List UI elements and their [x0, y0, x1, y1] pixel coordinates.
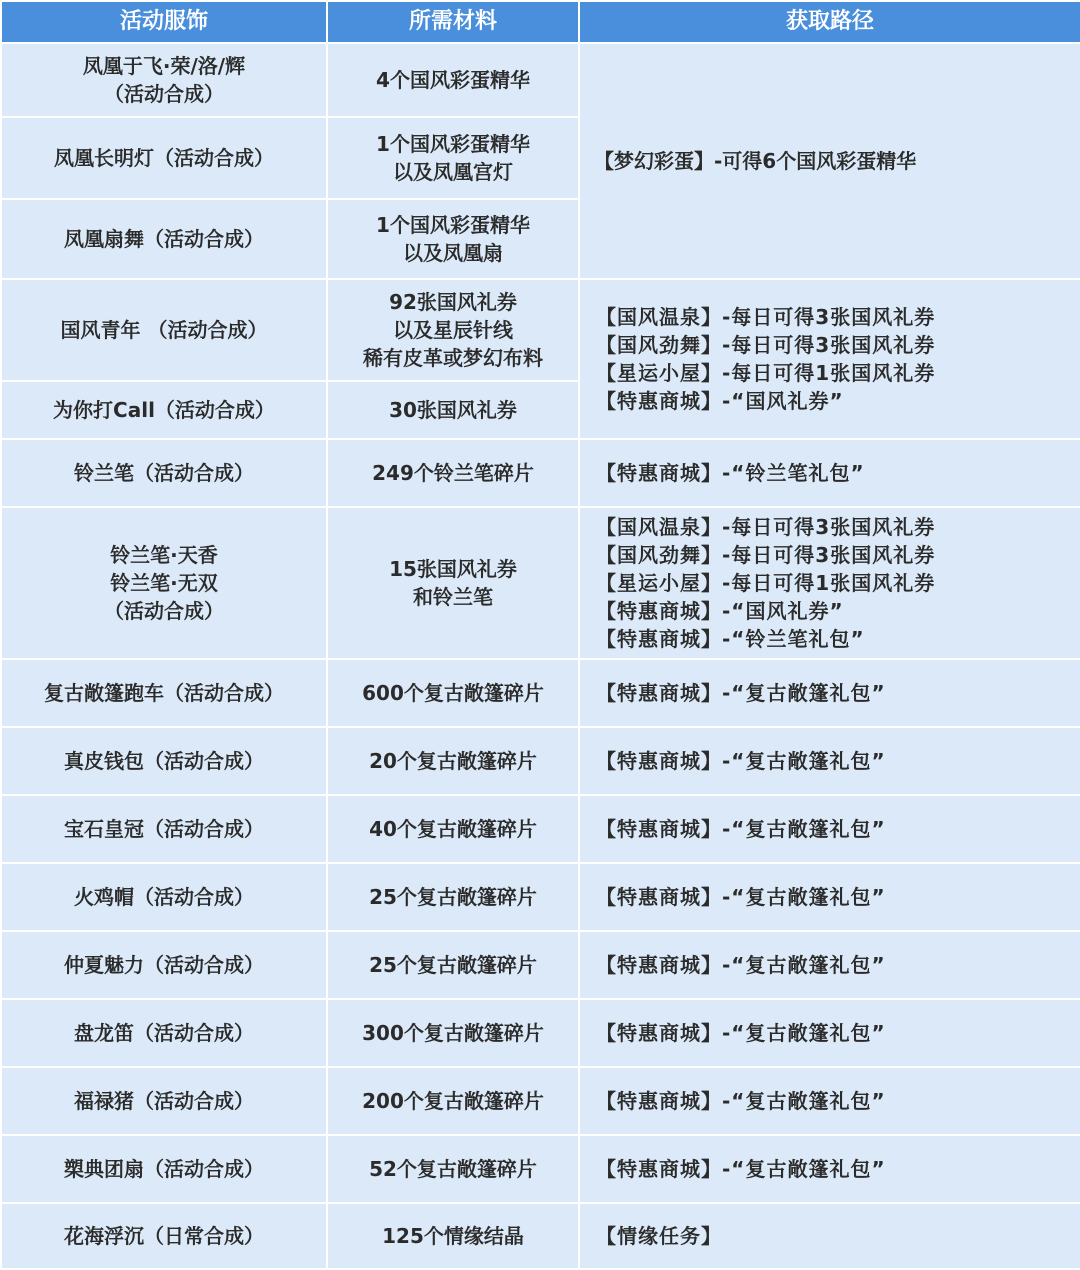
item-text: 为你打Call（活动合成）: [53, 398, 275, 422]
material-cell: [327, 279, 579, 381]
item-text: 福禄猪（活动合成）: [74, 1089, 254, 1113]
item-text: （活动合成）: [104, 599, 224, 623]
item-cell: [1, 795, 327, 863]
table-row: [1, 863, 1080, 931]
path-text: 【特惠商城】-“国风礼券”: [596, 389, 844, 413]
material-text: 125个情缘结晶: [382, 1224, 524, 1248]
path-cell: [579, 727, 1080, 795]
path-text: 【梦幻彩蛋】-可得6个国风彩蛋精华: [594, 149, 917, 173]
material-text: 52个复古敞篷碎片: [369, 1157, 537, 1181]
material-cell: [327, 795, 579, 863]
table-row: [1, 1067, 1080, 1135]
path-cell: [579, 795, 1080, 863]
path-text: 【国风温泉】-每日可得3张国风礼券: [596, 515, 936, 539]
material-text: 1个国风彩蛋精华: [376, 213, 530, 237]
path-cell: [579, 1067, 1080, 1135]
item-cell: [1, 279, 327, 381]
material-text: 600个复古敞篷碎片: [362, 681, 544, 705]
material-text: 249个铃兰笔碎片: [372, 461, 534, 485]
material-cell: [327, 727, 579, 795]
path-cell: [579, 659, 1080, 727]
header-cell-path: 获取路径: [579, 1, 1080, 43]
material-text: 25个复古敞篷碎片: [369, 953, 537, 977]
item-cell: [1, 863, 327, 931]
material-text: 和铃兰笔: [413, 585, 493, 609]
material-cell: [327, 199, 579, 279]
item-cell: [1, 43, 327, 117]
table-row: [1, 1135, 1080, 1203]
material-text: 40个复古敞篷碎片: [369, 817, 537, 841]
path-text: 【特惠商城】-“复古敞篷礼包”: [596, 1157, 886, 1181]
item-cell: [1, 999, 327, 1067]
path-text: 【星运小屋】-每日可得1张国风礼券: [596, 571, 936, 595]
table-row: [1, 931, 1080, 999]
table-row: [1, 279, 1080, 381]
path-cell-merged: [579, 43, 1080, 279]
material-text: 以及凤凰宫灯: [393, 160, 513, 184]
path-cell: [579, 1135, 1080, 1203]
item-text: 凤凰扇舞（活动合成）: [64, 227, 264, 251]
item-cell: [1, 199, 327, 279]
path-text: 【特惠商城】-“铃兰笔礼包”: [596, 461, 865, 485]
material-cell: [327, 1203, 579, 1269]
header-cell-item: 活动服饰: [1, 1, 327, 43]
material-text: 稀有皮革或梦幻布料: [363, 346, 543, 370]
material-text: 15张国风礼券: [389, 557, 517, 581]
material-cell: [327, 439, 579, 507]
material-cell: [327, 999, 579, 1067]
item-cell: [1, 727, 327, 795]
material-text: 92张国风礼券: [389, 290, 517, 314]
item-text: 盘龙笛（活动合成）: [74, 1021, 254, 1045]
path-text: 【特惠商城】-“复古敞篷礼包”: [596, 681, 886, 705]
item-text: 火鸡帽（活动合成）: [74, 885, 254, 909]
item-text: 凤凰于飞·荣/洛/辉: [82, 54, 246, 78]
path-cell: [579, 507, 1080, 659]
path-text: 【特惠商城】-“复古敞篷礼包”: [596, 885, 886, 909]
material-text: 300个复古敞篷碎片: [362, 1021, 544, 1045]
path-text: 【特惠商城】-“复古敞篷礼包”: [596, 749, 886, 773]
item-text: 花海浮沉（日常合成）: [64, 1224, 264, 1248]
table-row: [1, 727, 1080, 795]
path-cell-merged: [579, 279, 1080, 439]
item-text: 凤凰长明灯（活动合成）: [54, 146, 274, 170]
path-text: 【星运小屋】-每日可得1张国风礼券: [596, 361, 936, 385]
item-cell: [1, 381, 327, 439]
material-text: 30张国风礼券: [389, 398, 517, 422]
material-cell: [327, 659, 579, 727]
path-text: 【特惠商城】-“国风礼券”: [596, 599, 844, 623]
path-cell: [579, 439, 1080, 507]
material-cell: [327, 381, 579, 439]
item-text: 国风青年 （活动合成）: [60, 318, 268, 342]
path-cell: [579, 863, 1080, 931]
header-cell-material: 所需材料: [327, 1, 579, 43]
material-cell: [327, 507, 579, 659]
path-cell: [579, 999, 1080, 1067]
path-text: 【国风温泉】-每日可得3张国风礼券: [596, 305, 936, 329]
item-text: 真皮钱包（活动合成）: [64, 749, 264, 773]
table-row: [1, 999, 1080, 1067]
table-row: [1, 43, 1080, 117]
item-cell: [1, 117, 327, 199]
item-text: （活动合成）: [104, 82, 224, 106]
item-text: 复古敞篷跑车（活动合成）: [44, 681, 284, 705]
table-row: [1, 1203, 1080, 1269]
path-text: 【特惠商城】-“复古敞篷礼包”: [596, 1021, 886, 1045]
table-row: [1, 795, 1080, 863]
path-text: 【特惠商城】-“复古敞篷礼包”: [596, 953, 886, 977]
item-text: 铃兰笔·天香: [110, 543, 218, 567]
material-text: 4个国风彩蛋精华: [376, 68, 530, 92]
item-cell: [1, 1135, 327, 1203]
material-text: 1个国风彩蛋精华: [376, 132, 530, 156]
item-text: 铃兰笔（活动合成）: [74, 461, 254, 485]
material-text: 以及星辰针线: [393, 318, 513, 342]
path-cell: [579, 931, 1080, 999]
material-text: 200个复古敞篷碎片: [362, 1089, 544, 1113]
material-text: 25个复古敞篷碎片: [369, 885, 537, 909]
material-cell: [327, 1067, 579, 1135]
header-row: [1, 1, 1080, 43]
path-text: 【特惠商城】-“复古敞篷礼包”: [596, 817, 886, 841]
path-text: 【国风劲舞】-每日可得3张国风礼券: [596, 333, 936, 357]
path-cell: [579, 1203, 1080, 1269]
material-cell: [327, 863, 579, 931]
item-cell: [1, 659, 327, 727]
item-text: 铃兰笔·无双: [110, 571, 218, 595]
material-text: 20个复古敞篷碎片: [369, 749, 537, 773]
table-row: [1, 659, 1080, 727]
item-cell: [1, 931, 327, 999]
material-cell: [327, 931, 579, 999]
table-row: [1, 507, 1080, 659]
item-cell: [1, 507, 327, 659]
material-cell: [327, 43, 579, 117]
path-text: 【特惠商城】-“铃兰笔礼包”: [596, 627, 865, 651]
path-text: 【国风劲舞】-每日可得3张国风礼券: [596, 543, 936, 567]
material-cell: [327, 117, 579, 199]
material-cell: [327, 1135, 579, 1203]
table-row: [1, 439, 1080, 507]
item-cell: [1, 1067, 327, 1135]
item-cell: [1, 1203, 327, 1269]
material-text: 以及凤凰扇: [403, 241, 503, 265]
item-cell: [1, 439, 327, 507]
path-text: 【特惠商城】-“复古敞篷礼包”: [596, 1089, 886, 1113]
item-text: 宝石皇冠（活动合成）: [64, 817, 264, 841]
item-text: 仲夏魅力（活动合成）: [64, 953, 264, 977]
item-text: 槊典团扇（活动合成）: [64, 1157, 264, 1181]
path-text: 【情缘任务】: [596, 1224, 722, 1248]
